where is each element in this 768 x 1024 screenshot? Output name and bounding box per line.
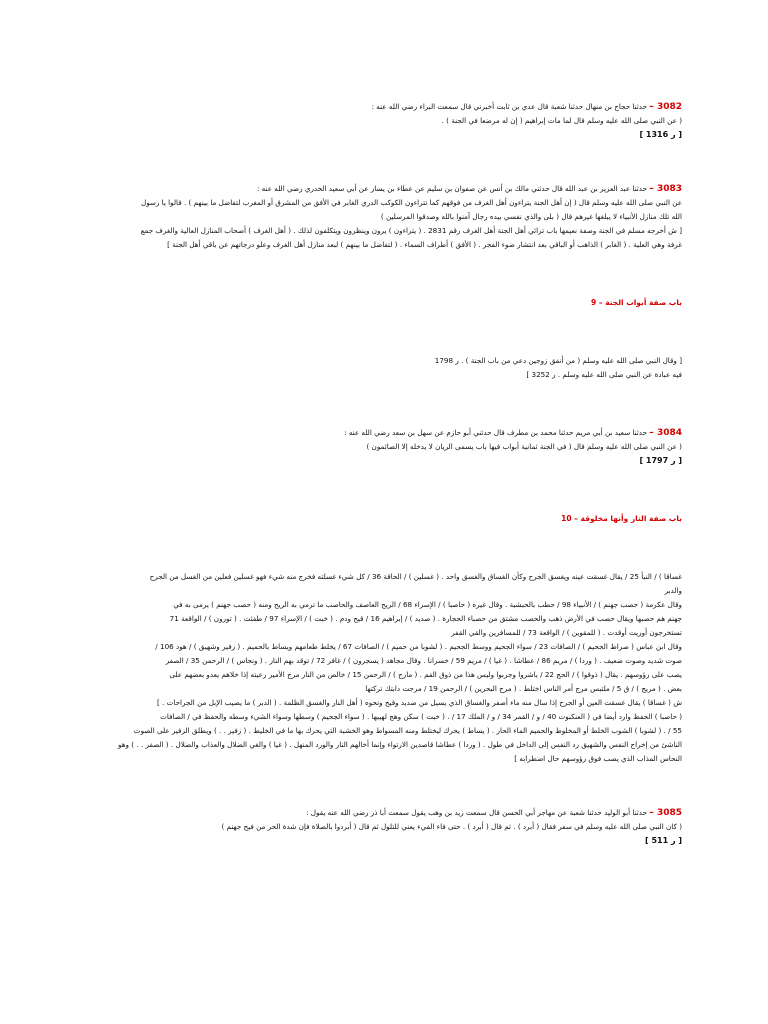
hadith-3083-line-2: عن النبي صلى الله عليه وسلم قال ( إن أهل الجنة يتراءون أهل الغرف من فوقهم كما تتراءون الكوكب الدري الغابر في الأفق من المشرق أو المغرب لتفاضل ما بينهم ) . قالوا يا رسول — [140, 198, 682, 207]
hadith-3084-line-1: 3084 – حدثنا سعيد بن أبي مريم حدثنا محمد بن مطرف قال حدثني أبو حازم عن سهل بن سعد رضي الله عنه : — [344, 428, 682, 438]
section-10-line-14: النحاس المذاب الذي يصب فوق رؤوسهم حال اضطرابه ] — [514, 754, 682, 763]
section-10-line-8: يصب على رؤوسهم . يقال ( ذوقوا ) / الحج 22 / باشروا وجربوا وليس هذا من ذوق الفم . ( مارج ) / الرحمن 15 / خالص من النار مرج الأمير رعيته إذا خلاهم يعدو بعضهم على — [169, 670, 682, 679]
section-10-line-11: ( حاصبا ) الحفظ وارد أيضا في ( العنكبوت 40 / و / القمر 34 / و / الملك 17 / . ( خبت ) سكن وهج لهيبها . ( سواء الجحيم ) وسطها وسواء الشيء وسطه والحفظ في / الصافات — [160, 712, 682, 721]
section-title-9: باب صفة أبواب الجنة – 9 — [591, 298, 682, 307]
hadith-3085-line-2: ( كان النبي صلى الله عليه وسلم في سفر فقال ( أبرد ) . ثم قال ( أبرد ) . حتى فاء الفيء يعني للتلول ثم قال ( أبردوا بالصلاة فإن شدة الحر من فيح جهنم ) — [221, 822, 682, 831]
hadith-3082-line-1: 3082 – حدثنا حجاج بن منهال حدثنا شعبة قال عدي بن ثابت أخبرني قال سمعت البراء رضي الله عنه : — [371, 102, 682, 112]
hadith-3083-line-5: غرفة وهي العلية . ( الغابر ) الذاهب أو الباقي بعد انتشار ضوء الفجر . ( الأفق ) أطراف السماء . ( لتفاضل ما بينهم ) لبعد منازل أهل الغرف وعلو درجاتهم عن باقي أهل الجنة ] — [167, 240, 682, 249]
hadith-number: 3082 – — [649, 102, 682, 112]
hadith-number: 3084 – — [649, 428, 682, 438]
section-title-10: باب صفة النار وأنها مخلوقة – 10 — [561, 514, 682, 523]
hadith-3083-line-4: [ ش أخرجه مسلم في الجنة وصفة نعيمها باب ترائي أهل الجنة أهل الغرف رقم 2831 . ( يتراءون ) يرون وينظرون ويتكلفون لذلك . ( أهل الغرف ) أصحاب المنازل العالية والغرف جمع — [140, 226, 682, 235]
section-10-line-1: غساقا ) / النبأ 25 / يقال غسقت عينه ويغسق الجرح وكأن الغساق والغسق واحد . ( غسلين ) / الحاقة 36 / كل شيء غسلته فخرج منه شيء فهو غسلين فعلين من الغسل من الجرح — [149, 572, 682, 581]
hadith-3085 — [86, 806, 682, 848]
section-10-line-13: الناشئ من إخراج النفس والشهيق رد النفس إلى الداخل في طول . ( وردا ) عطاشا قاصدين الارتواء وإنما أخالهم النار والورد المنهل . ( غيا ) والغي الضلال والعذاب والضلال . ( الصفر . . ) وهو — [118, 740, 682, 749]
hadith-3083 — [86, 182, 682, 252]
section-10-line-9: بعض . ( مريج ) / ق 5 / ملتبس مرج أمر الناس اختلط . ( مرج البحرين ) / الرحمن 19 / مرجت دابتك تركتها — [365, 684, 682, 693]
hadith-number: 3085 – — [649, 808, 682, 818]
hadith-3082 — [86, 100, 682, 142]
section-9-text — [86, 354, 682, 382]
hadith-3085-ref: [ ر 511 ] — [645, 836, 682, 845]
section-9-line-2: فيه عبادة عن النبي صلى الله عليه وسلم . ر 3252 ] — [526, 370, 682, 379]
section-10-line-6: وقال ابن عباس ( صراط الجحيم ) / الصافات 23 / سواء الجحيم ووسط الجحيم . ( لشوبا من حميم ) / الصافات 67 / يخلط طعامهم ويساط بالحميم . ( زفير وشهيق ) / هود 106 / — [155, 642, 682, 651]
section-10-line-2: والدبر — [664, 586, 682, 595]
section-10-line-10: ش ( غساقا ) يقال غسقت العين أو الجرح إذا سال منه ماء أصفر والغساق الذي يسيل من صديد وقيح ونحوه ( أهل النار والغسق الظلمة . ( الدبر ) ما يصيب الإبل من الجراحات . ] — [156, 698, 682, 707]
section-10-text — [86, 570, 682, 766]
hadith-3082-ref: [ ر 1316 ] — [639, 130, 682, 139]
section-10-line-12: 55 / . ( لشوبا ) الشوب الخلط أو المخلوط والحميم الماء الحار . ( يساط ) يحرك ليختلط ومنه المسواط وهو الخشبة التي يحرك بها ما في الخليط . ( زفير . . ) ويطلق الزفير على الصوت — [133, 726, 682, 735]
hadith-3084-line-2: ( عن النبي صلى الله عليه وسلم قال ( في الجنة ثمانية أبواب فيها باب يسمى الريان لا يدخله إلا الصائمون ) — [366, 442, 682, 451]
hadith-3084 — [86, 426, 682, 468]
section-9-line-1: [ وقال النبي صلى الله عليه وسلم ( من أنفق زوجين دعي من باب الجنة ) . ر 1798 — [434, 356, 682, 365]
hadith-3082-line-2: ( عن النبي صلى الله عليه وسلم قال لما مات إبراهيم ( إن له مرضعا في الجنة ) . — [441, 116, 682, 125]
hadith-3084-ref: [ ر 1797 ] — [639, 456, 682, 465]
hadith-3083-line-3: الله تلك منازل الأنبياء لا يبلغها غيرهم قال ( بلى والذي نفسي بيده رجال آمنوا بالله وصدقوا المرسلين ) — [380, 212, 682, 221]
hadith-3083-line-1: 3083 – حدثنا عبد العزيز بن عبد الله قال حدثني مالك بن أنس عن صفوان بن سليم عن عطاء بن يسار عن أبي سعيد الخدري رضي الله عنه : — [256, 184, 682, 194]
section-10-line-5: تستخرجون أوريت أوقدت . ( للمقوين ) / الواقعة 73 / للمسافرين والقي القفر — [451, 628, 682, 637]
hadith-number: 3083 – — [649, 184, 682, 194]
hadith-3085-line-1: 3085 – حدثنا أبو الوليد حدثنا شعبة عن مهاجر أبي الحسن قال سمعت زيد بن وهب يقول سمعت أبا ذر رضي الله عنه يقول : — [306, 808, 682, 818]
section-10-line-4: جهنم هم حصبها ويقال حصب في الأرض ذهب والحصب مشتق من حصباء الحجارة . ( صديد ) / إبراهيم 16 / قيح ودم . ( خبت ) / الإسراء 97 / طفئت . ( تورون ) / الواقعة 71 — [169, 614, 682, 623]
section-10-line-7: صوت شديد وصوت ضعيف . ( وردا ) / مريم 86 / عطاشا . ( غيا ) / مريم 59 / خسرانا . وقال مجاهد ( يسجرون ) / غافر 72 / توقد بهم النار . ( ونحاس ) / الرحمن 35 / الصفر — [165, 656, 682, 665]
section-10-line-3: وقال عكرمة ( حصب جهنم ) / الأنبياء 98 / حطب بالحبشية . وقال غيره ( حاصبا ) / الإسراء 68 / الريح العاصف والحاصب ما ترمي به الريح ومنه ( حصب جهنم ) يرمى به في — [173, 600, 682, 609]
